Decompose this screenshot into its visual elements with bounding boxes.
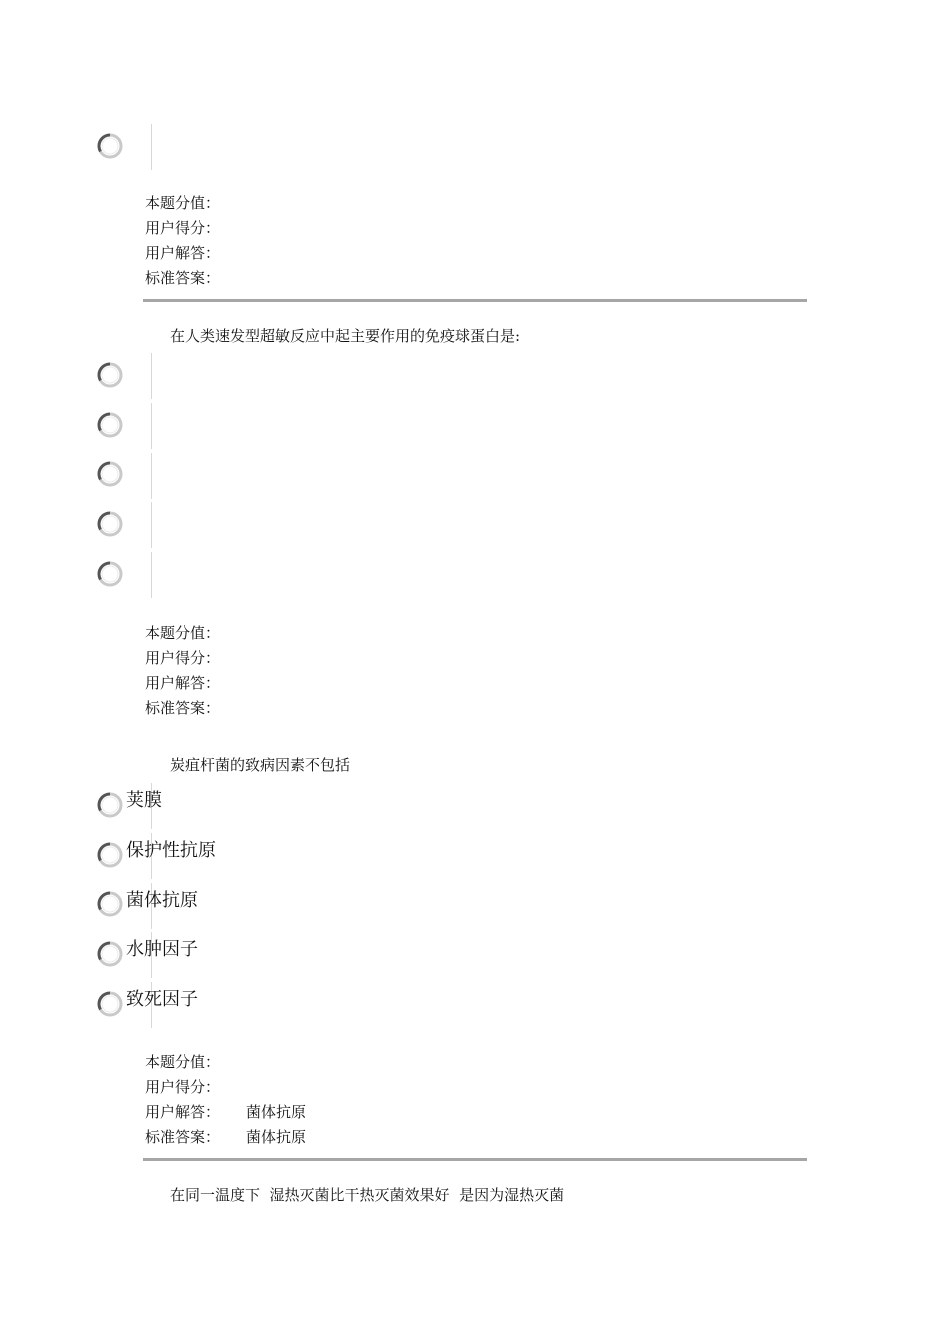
option-label[interactable]: 致死因子 — [126, 989, 198, 1010]
radio-button[interactable] — [97, 561, 123, 587]
user-answer-label: 用户解答： — [145, 674, 221, 692]
radio-circle-icon — [97, 941, 123, 967]
radio-button[interactable] — [97, 842, 123, 868]
radio-button[interactable] — [97, 461, 123, 487]
score-label: 本题分值： — [145, 194, 221, 212]
option-label[interactable]: 水肿因子 — [126, 939, 198, 960]
radio-circle-icon — [97, 461, 123, 487]
radio-circle-icon — [97, 412, 123, 438]
radio-button[interactable] — [97, 991, 123, 1017]
user-answer-value: 菌体抗原 — [246, 1103, 307, 1121]
radio-circle-icon — [97, 991, 123, 1017]
divider — [143, 1158, 807, 1161]
radio-circle-icon — [97, 792, 123, 818]
standard-answer-label: 标准答案： — [145, 699, 221, 717]
user-score-label: 用户得分： — [145, 649, 221, 667]
divider — [143, 299, 807, 302]
option-separator — [151, 403, 152, 449]
radio-circle-icon — [97, 842, 123, 868]
radio-button[interactable] — [97, 941, 123, 967]
standard-answer-value: 菌体抗原 — [246, 1128, 307, 1146]
radio-button[interactable] — [97, 891, 123, 917]
question-text: 炭疽杆菌的致病因素不包括 — [170, 756, 351, 774]
option-separator — [151, 552, 152, 598]
radio-button[interactable] — [97, 362, 123, 388]
radio-button[interactable] — [97, 511, 123, 537]
option-separator — [151, 353, 152, 399]
radio-circle-icon — [97, 891, 123, 917]
user-score-label: 用户得分： — [145, 219, 221, 237]
user-answer-label: 用户解答： — [145, 1103, 221, 1121]
option-separator — [151, 502, 152, 548]
radio-button[interactable] — [97, 792, 123, 818]
option-label[interactable]: 保护性抗原 — [126, 840, 216, 861]
question-text: 在同一温度下 湿热灭菌比干热灭菌效果好 是因为湿热灭菌 — [170, 1186, 565, 1204]
standard-answer-label: 标准答案： — [145, 1128, 221, 1146]
user-answer-label: 用户解答： — [145, 244, 221, 262]
option-label[interactable]: 荚膜 — [126, 790, 162, 811]
standard-answer-label: 标准答案： — [145, 269, 221, 287]
radio-circle-icon — [97, 511, 123, 537]
user-score-label: 用户得分： — [145, 1078, 221, 1096]
score-label: 本题分值： — [145, 624, 221, 642]
option-separator — [151, 124, 152, 170]
radio-circle-icon — [97, 133, 123, 159]
option-separator — [151, 453, 152, 499]
radio-circle-icon — [97, 362, 123, 388]
radio-button[interactable] — [97, 133, 123, 159]
question-text: 在人类速发型超敏反应中起主要作用的免疫球蛋白是: — [170, 327, 521, 345]
score-label: 本题分值： — [145, 1053, 221, 1071]
radio-circle-icon — [97, 561, 123, 587]
option-label[interactable]: 菌体抗原 — [126, 890, 198, 911]
radio-button[interactable] — [97, 412, 123, 438]
